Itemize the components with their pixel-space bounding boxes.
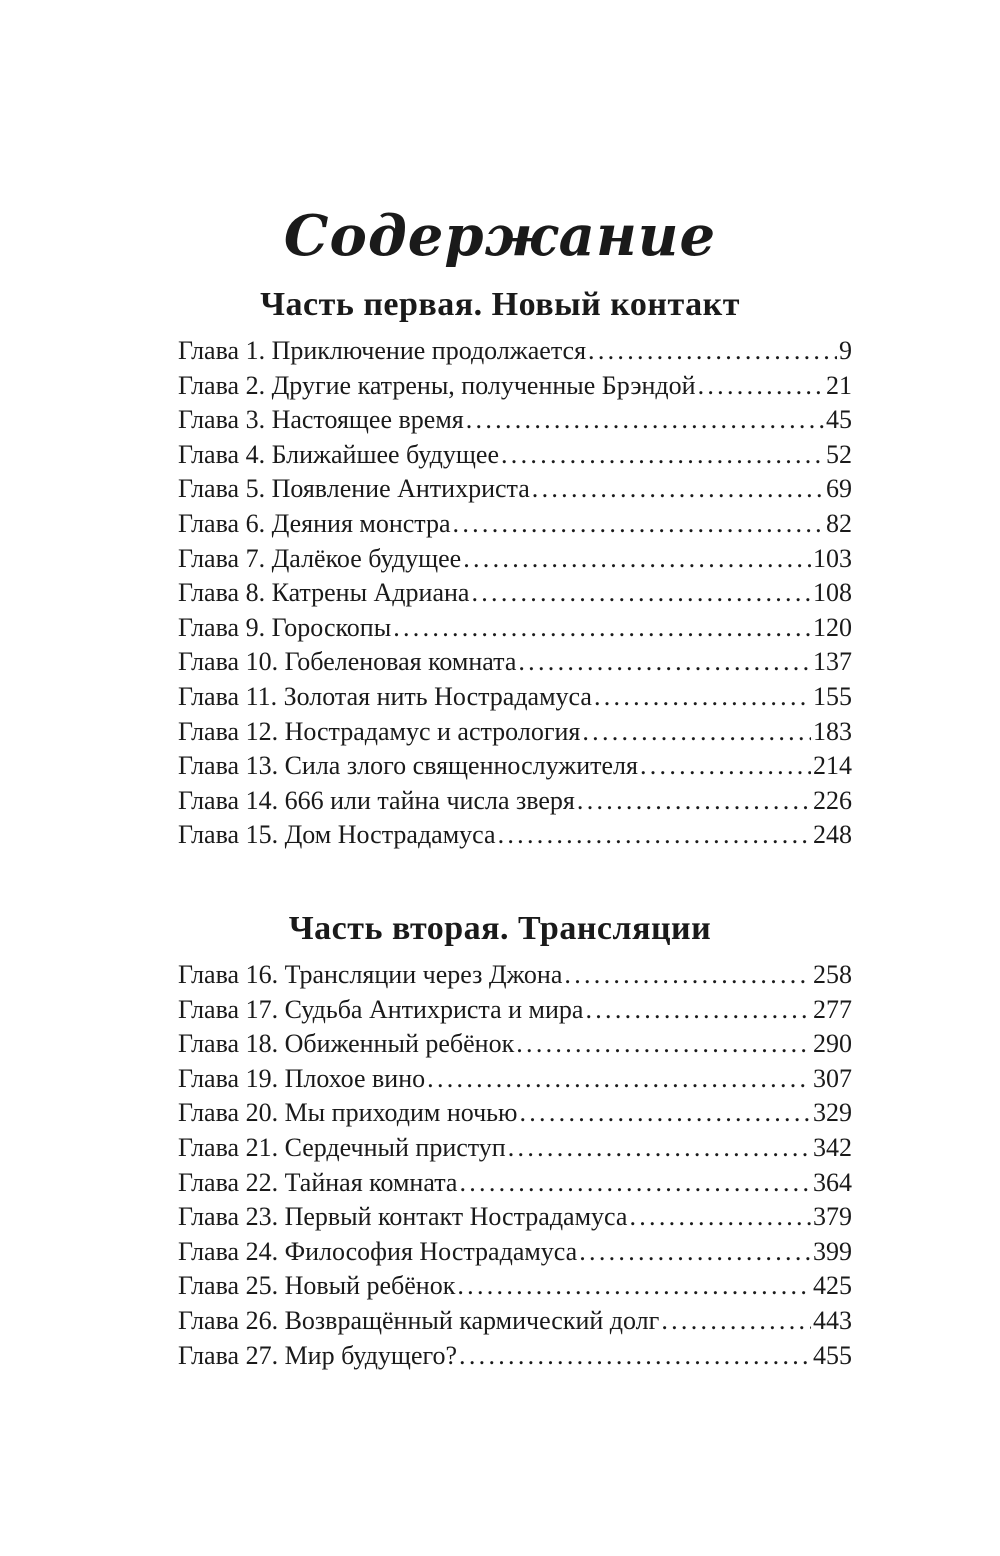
page-number: 214 bbox=[813, 751, 852, 781]
chapter-title: Глава 3. Настоящее время bbox=[178, 405, 464, 435]
dot-leader bbox=[582, 715, 811, 750]
chapter-title: Глава 21. Сердечный приступ bbox=[178, 1132, 506, 1162]
dot-leader bbox=[518, 645, 811, 680]
toc-entry[interactable] bbox=[178, 1166, 852, 1201]
chapter-title: Глава 5. Появление Антихриста bbox=[178, 474, 530, 504]
toc-entry[interactable] bbox=[178, 1027, 852, 1062]
page-number: 425 bbox=[813, 1271, 852, 1301]
chapter-title: Глава 10. Гобеленовая комната bbox=[178, 647, 517, 677]
dot-leader bbox=[427, 1062, 811, 1097]
toc-entry[interactable] bbox=[178, 784, 852, 819]
page-number: 52 bbox=[826, 439, 852, 469]
toc-entry[interactable] bbox=[178, 993, 852, 1028]
dot-leader bbox=[629, 1200, 811, 1235]
page-number: 248 bbox=[813, 820, 852, 850]
dot-leader bbox=[532, 472, 824, 507]
toc-entry[interactable] bbox=[178, 369, 852, 404]
chapter-title: Глава 11. Золотая нить Нострадамуса bbox=[178, 681, 592, 711]
page-number: 364 bbox=[813, 1167, 852, 1197]
dot-leader bbox=[579, 1235, 811, 1270]
dot-leader bbox=[508, 1131, 811, 1166]
dot-leader bbox=[498, 818, 811, 853]
dot-leader bbox=[640, 749, 811, 784]
page-number: 120 bbox=[813, 612, 852, 642]
toc-entry[interactable] bbox=[178, 1304, 852, 1339]
dot-leader bbox=[457, 1269, 811, 1304]
chapter-title: Глава 23. Первый контакт Нострадамуса bbox=[178, 1202, 628, 1232]
chapter-title: Глава 22. Тайная комната bbox=[178, 1167, 458, 1197]
dot-leader bbox=[661, 1304, 811, 1339]
page-number: 379 bbox=[813, 1202, 852, 1232]
chapter-title: Глава 15. Дом Нострадамуса bbox=[178, 820, 496, 850]
page-number: 290 bbox=[813, 1029, 852, 1059]
page-number: 277 bbox=[813, 994, 852, 1024]
dot-leader bbox=[459, 1166, 811, 1201]
toc-entry[interactable] bbox=[178, 749, 852, 784]
chapter-title: Глава 14. 666 или тайна числа зверя bbox=[178, 785, 575, 815]
dot-leader bbox=[471, 576, 811, 611]
page-number: 21 bbox=[826, 370, 852, 400]
toc-entry[interactable] bbox=[178, 438, 852, 473]
dot-leader bbox=[516, 1027, 811, 1062]
toc-entry[interactable] bbox=[178, 542, 852, 577]
page-number: 307 bbox=[813, 1063, 852, 1093]
dot-leader bbox=[564, 958, 811, 993]
toc-entry[interactable] bbox=[178, 472, 852, 507]
page-number: 455 bbox=[813, 1340, 852, 1370]
toc-entry[interactable] bbox=[178, 715, 852, 750]
page-number: 69 bbox=[826, 474, 852, 504]
dot-leader bbox=[698, 369, 824, 404]
toc-entry[interactable] bbox=[178, 645, 852, 680]
toc-entry[interactable] bbox=[178, 334, 852, 369]
toc-entry[interactable] bbox=[178, 818, 852, 853]
page-number: 103 bbox=[813, 543, 852, 573]
page-number: 183 bbox=[813, 716, 852, 746]
page-number: 342 bbox=[813, 1132, 852, 1162]
dot-leader bbox=[453, 507, 824, 542]
dot-leader bbox=[459, 1339, 811, 1374]
page-number: 399 bbox=[813, 1236, 852, 1266]
toc-list-part-1 bbox=[178, 334, 852, 853]
page-number: 108 bbox=[813, 578, 852, 608]
page-number: 226 bbox=[813, 785, 852, 815]
page-number: 9 bbox=[839, 336, 852, 365]
dot-leader bbox=[588, 334, 837, 369]
chapter-title: Глава 2. Другие катрены, полученные Брэндой bbox=[178, 370, 696, 400]
dot-leader bbox=[466, 403, 824, 438]
toc-entry[interactable] bbox=[178, 1200, 852, 1235]
dot-leader bbox=[519, 1096, 811, 1131]
part-heading-1: Часть первая. Новый контакт bbox=[260, 286, 740, 324]
toc-list-part-2 bbox=[178, 958, 852, 1373]
chapter-title: Глава 8. Катрены Адриана bbox=[178, 578, 470, 608]
chapter-title: Глава 26. Возвращённый кармический долг bbox=[178, 1305, 660, 1335]
page-title: Содержание bbox=[283, 202, 717, 269]
page-number: 45 bbox=[826, 405, 852, 435]
toc-entry[interactable] bbox=[178, 403, 852, 438]
chapter-title: Глава 25. Новый ребёнок bbox=[178, 1271, 456, 1301]
page-number: 137 bbox=[813, 647, 852, 677]
toc-entry[interactable] bbox=[178, 611, 852, 646]
page-number: 443 bbox=[813, 1305, 852, 1335]
toc-entry[interactable] bbox=[178, 1096, 852, 1131]
page-number: 82 bbox=[826, 508, 852, 538]
chapter-title: Глава 18. Обиженный ребёнок bbox=[178, 1029, 515, 1059]
chapter-title: Глава 7. Далёкое будущее bbox=[178, 543, 462, 573]
dot-leader bbox=[393, 611, 811, 646]
dot-leader bbox=[463, 542, 811, 577]
toc-entry[interactable] bbox=[178, 958, 852, 993]
toc-entry[interactable] bbox=[178, 1339, 852, 1374]
chapter-title: Глава 12. Нострадамус и астрология bbox=[178, 716, 581, 746]
toc-entry[interactable] bbox=[178, 576, 852, 611]
chapter-title: Глава 17. Судьба Антихриста и мира bbox=[178, 994, 584, 1024]
chapter-title: Глава 13. Сила злого священнослужителя bbox=[178, 751, 638, 781]
chapter-title: Глава 27. Мир будущего? bbox=[178, 1340, 458, 1370]
dot-leader bbox=[577, 784, 811, 819]
page-number: 258 bbox=[813, 960, 852, 989]
dot-leader bbox=[585, 993, 811, 1028]
chapter-title: Глава 6. Деяния монстра bbox=[178, 508, 451, 538]
chapter-title: Глава 16. Трансляции через Джона bbox=[178, 960, 563, 989]
chapter-title: Глава 19. Плохое вино bbox=[178, 1063, 426, 1093]
chapter-title: Глава 4. Ближайшее будущее bbox=[178, 439, 499, 469]
page-number: 155 bbox=[813, 681, 852, 711]
chapter-title: Глава 1. Приключение продолжается bbox=[178, 336, 587, 365]
toc-entry[interactable] bbox=[178, 1269, 852, 1304]
toc-entry[interactable] bbox=[178, 1131, 852, 1166]
toc-entry[interactable] bbox=[178, 680, 852, 715]
chapter-title: Глава 24. Философия Нострадамуса bbox=[178, 1236, 578, 1266]
page-number: 329 bbox=[813, 1098, 852, 1128]
chapter-title: Глава 20. Мы приходим ночью bbox=[178, 1098, 518, 1128]
toc-entry[interactable] bbox=[178, 1062, 852, 1097]
toc-entry[interactable] bbox=[178, 507, 852, 542]
part-heading-2: Часть вторая. Трансляции bbox=[288, 910, 712, 948]
dot-leader bbox=[594, 680, 811, 715]
chapter-title: Глава 9. Гороскопы bbox=[178, 612, 392, 642]
dot-leader bbox=[501, 438, 824, 473]
toc-entry[interactable] bbox=[178, 1235, 852, 1270]
